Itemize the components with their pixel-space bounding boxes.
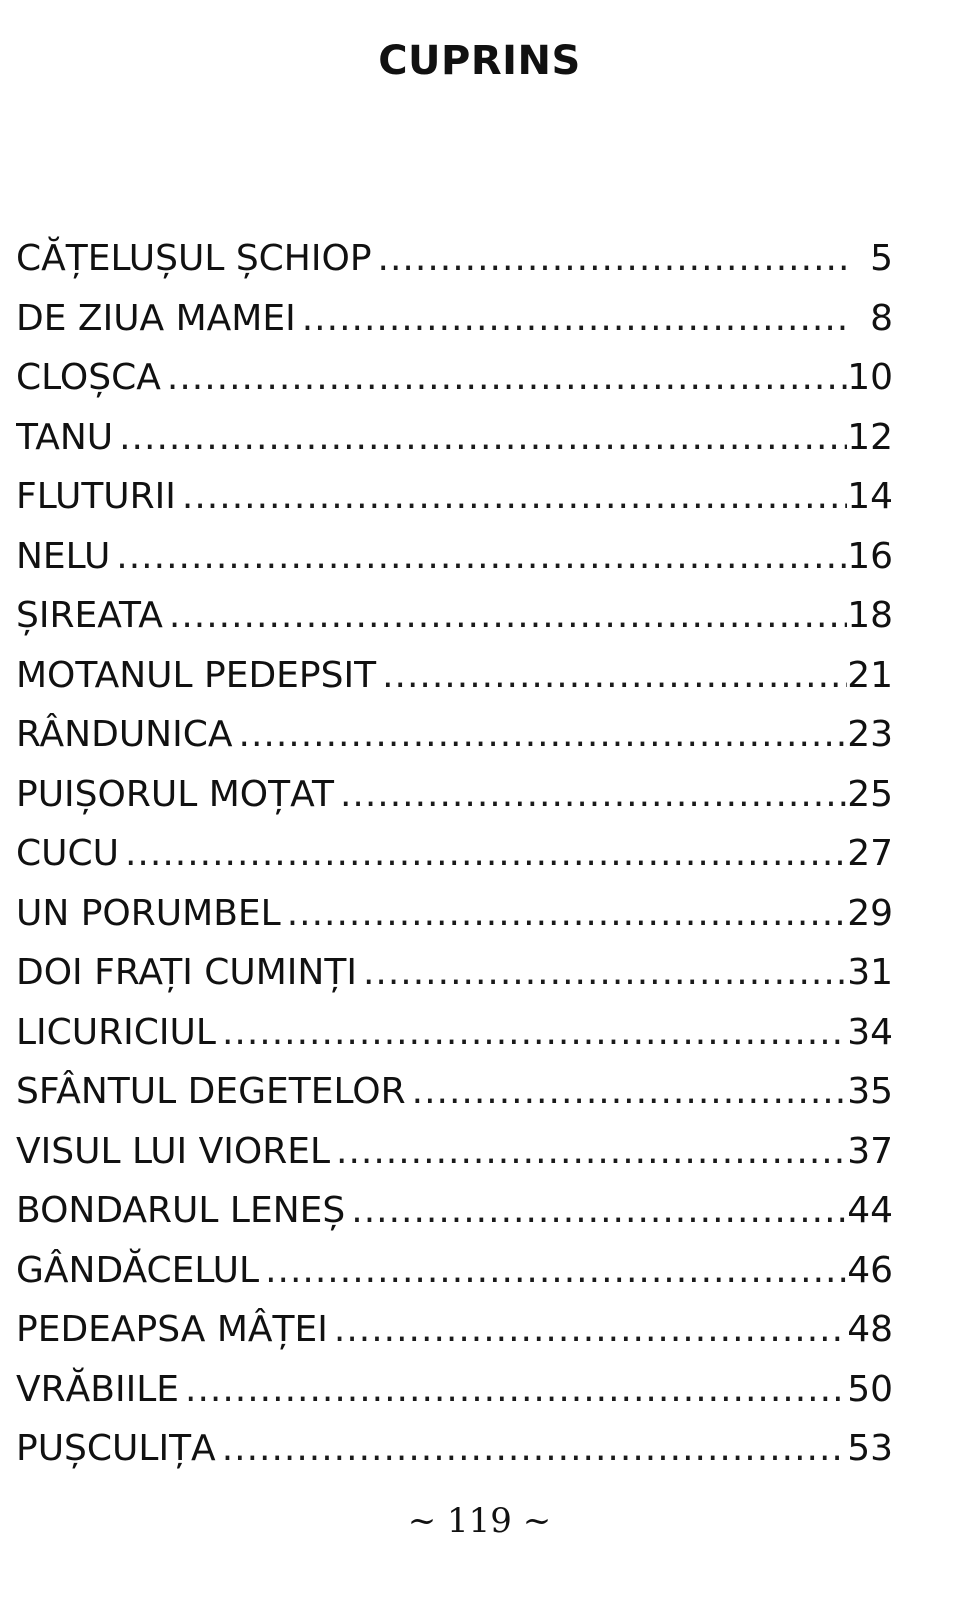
dot-leader [378,229,849,289]
toc-entry [16,467,893,527]
dot-leader [222,1003,847,1063]
dot-leader [363,943,847,1003]
dot-leader [334,1300,847,1360]
toc-entry [16,824,893,884]
table-of-contents [16,229,893,1479]
toc-entry [16,408,893,468]
entry-title: PEDEAPSA MÂȚEI [16,1309,328,1350]
toc-entry [16,229,893,289]
entry-page-number: 23 [847,714,893,755]
entry-page-number: 14 [847,476,893,517]
toc-entry [16,1300,893,1360]
toc-entry [16,646,893,706]
entry-title: NELU [16,535,111,577]
dot-leader [119,408,847,468]
dot-leader [222,1419,848,1479]
entry-page-number: 25 [847,773,893,815]
dot-leader [302,289,849,349]
entry-page-number: 35 [847,1071,893,1112]
entry-title: FLUTURII [16,476,176,517]
entry-title: CLOȘCA [16,357,161,398]
toc-entry [16,1419,893,1479]
dot-leader [340,765,847,825]
entry-page-number: 46 [847,1249,893,1291]
toc-entry [16,527,893,587]
entry-title: LICURICIUL [16,1011,216,1053]
entry-page-number: 16 [847,535,893,577]
entry-title: ȘIREATA [16,595,163,636]
entry-title: VISUL LUI VIOREL [16,1130,331,1172]
toc-entry [16,348,893,408]
entry-title: BONDARUL LENEȘ [16,1190,346,1231]
dot-leader [185,1360,847,1420]
entry-page-number: 34 [847,1011,893,1053]
page-number: ~ 119 ~ [407,1501,552,1541]
entry-title: PUIȘORUL MOȚAT [16,773,334,815]
toc-entry [16,586,893,646]
entry-title: SFÂNTUL DEGETELOR [16,1071,406,1112]
entry-page-number: 37 [847,1130,893,1172]
entry-title: UN PORUMBEL [16,892,281,934]
entry-page-number: 27 [847,833,893,874]
dot-leader [125,824,847,884]
dot-leader [239,705,848,765]
toc-entry [16,1003,893,1063]
dot-leader [287,884,847,944]
toc-entry [16,1122,893,1182]
dot-leader [351,1181,847,1241]
entry-page-number: 29 [847,892,893,934]
dot-leader [412,1062,848,1122]
entry-page-number: 10 [847,357,893,398]
page-title: CUPRINS [378,37,581,84]
entry-page-number: 8 [870,297,893,339]
entry-page-number: 12 [847,416,893,458]
dot-leader [182,467,847,527]
entry-title: DOI FRAȚI CUMINȚI [16,952,357,993]
toc-entry [16,1360,893,1420]
toc-entry [16,765,893,825]
dot-leader [116,527,847,587]
entry-page-number: 50 [847,1368,893,1410]
entry-title: PUȘCULIȚA [16,1428,216,1469]
toc-entry [16,289,893,349]
dot-leader [336,1122,847,1182]
entry-title: CĂȚELUȘUL ȘCHIOP [16,238,372,279]
entry-title: VRĂBIILE [16,1368,180,1410]
entry-page-number: 18 [847,595,893,636]
dot-leader [169,586,847,646]
dot-leader [382,646,847,706]
entry-page-number: 5 [870,238,893,279]
entry-page-number: 53 [847,1428,893,1469]
entry-page-number: 31 [847,952,893,993]
dot-leader [167,348,847,408]
entry-page-number: 21 [847,654,893,696]
toc-entry [16,1181,893,1241]
entry-title: DE ZIUA MAMEI [16,297,296,339]
toc-entry [16,884,893,944]
entry-page-number: 44 [847,1190,893,1231]
toc-entry [16,1241,893,1301]
entry-title: CUCU [16,833,119,874]
toc-entry [16,1062,893,1122]
dot-leader [265,1241,847,1301]
entry-title: RÂNDUNICA [16,714,233,755]
toc-entry [16,943,893,1003]
entry-title: GÂNDĂCELUL [16,1249,260,1291]
entry-title: MOTANUL PEDEPSIT [16,654,377,696]
entry-page-number: 48 [847,1309,893,1350]
entry-title: TANU [16,416,114,458]
toc-entry [16,705,893,765]
